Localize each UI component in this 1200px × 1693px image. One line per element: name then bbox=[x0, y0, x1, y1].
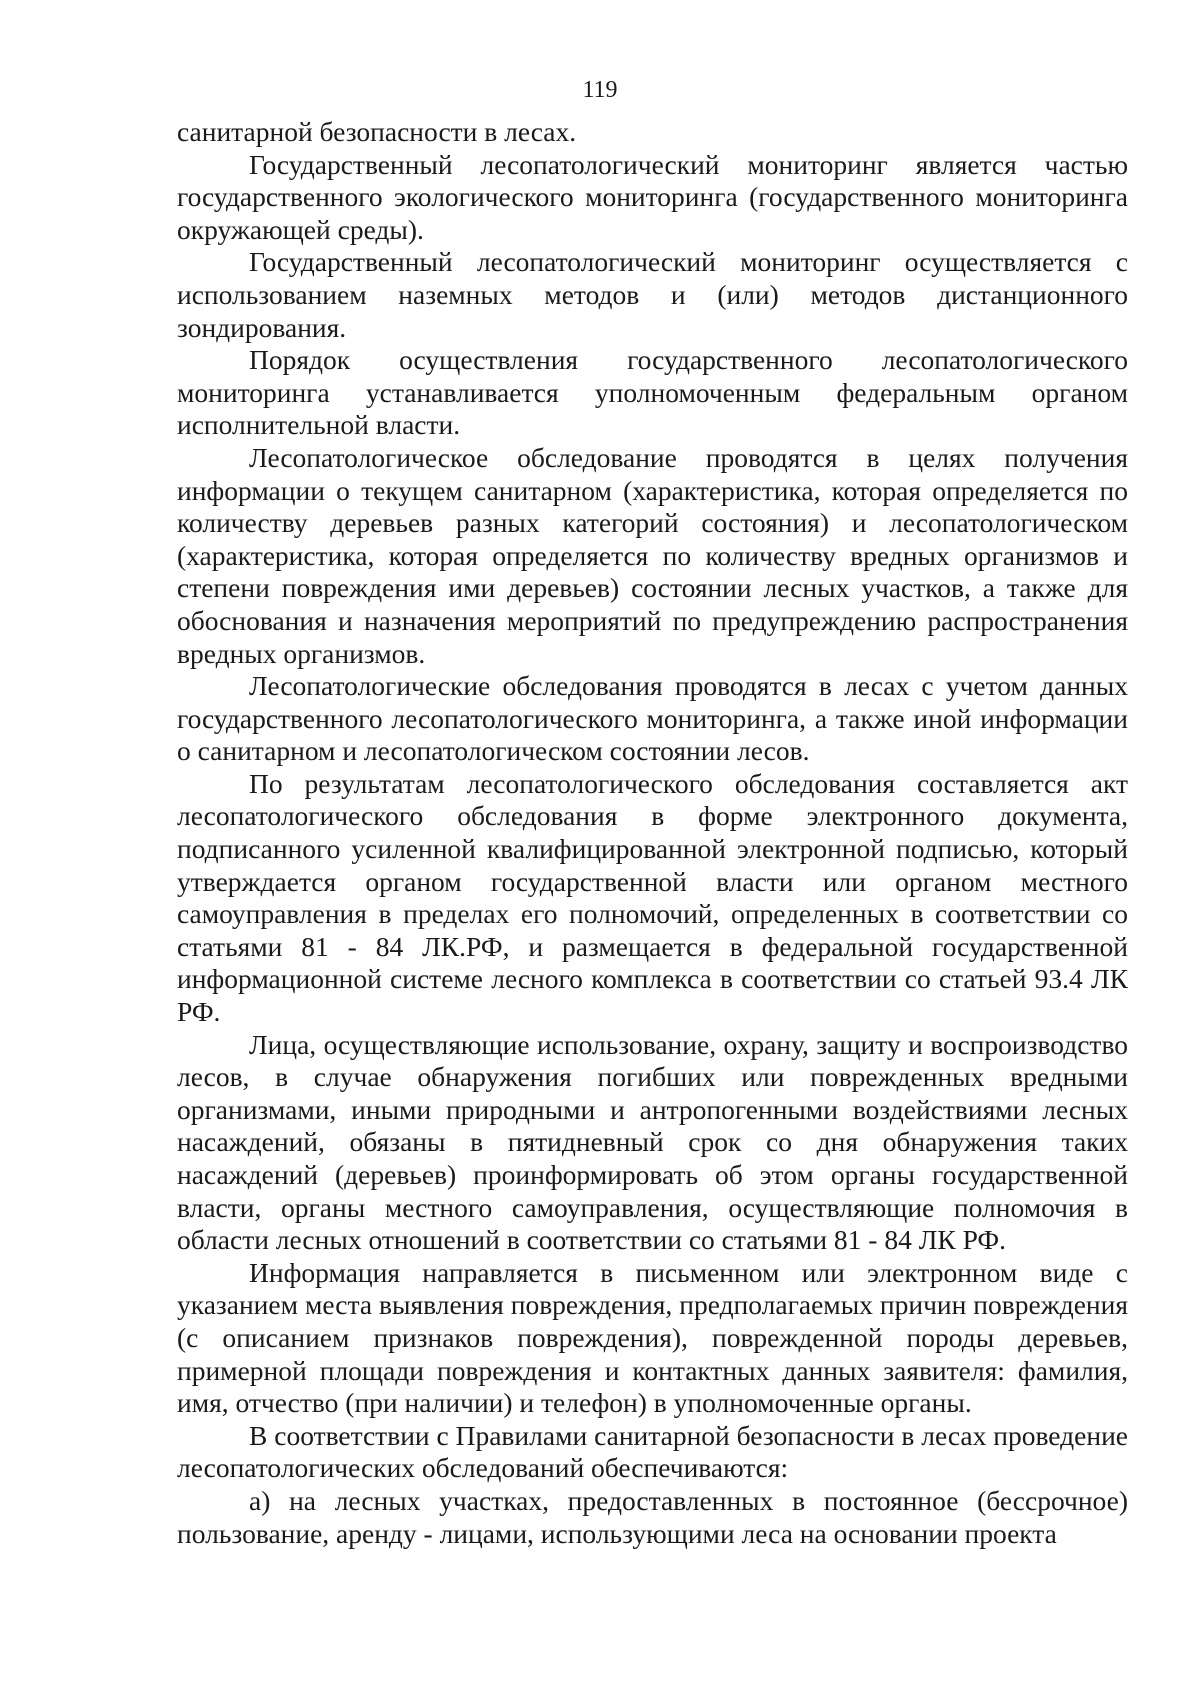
paragraph-monitoring-procedure: Порядок осуществления государственного лесопатологического мониторинга устанавливается уполномоченным федеральным органом исполнительной власти. bbox=[177, 344, 1128, 441]
paragraph-monitoring-part: Государственный лесопатологический мониторинг является частью государственного экологического мониторинга (государственного мониторинга окружающей среды). bbox=[177, 148, 1128, 245]
paragraph-survey-act: По результатам лесопатологического обследования составляется акт лесопатологического обследования в форме электронного документа, подписанного усиленной квалифицированной электронной подписью, который утверждается органом государственной власти или органом местного самоуправления в пределах его полномочий, определенных в соответствии со статьями 81 - 84 ЛК.РФ, и размещается в федеральной государственной информационной системе лесного комплекса в соответствии со статьей 93.4 ЛК РФ. bbox=[177, 767, 1128, 1028]
document-body bbox=[177, 116, 1128, 1550]
paragraph-monitoring-methods: Государственный лесопатологический мониторинг осуществляется с использованием наземных методов и (или) методов дистанционного зондирования. bbox=[177, 246, 1128, 343]
paragraph-sanitary-rules: В соответствии с Правилами санитарной безопасности в лесах проведение лесопатологических обследований обеспечиваются: bbox=[177, 1419, 1128, 1484]
paragraph-damage-reporting: Лица, осуществляющие использование, охрану, защиту и воспроизводство лесов, в случае обнаружения погибших или поврежденных вредными организмами, иными природными и антропогенными воздействиями лесных насаждений, обязаны в пятидневный срок со дня обнаружения таких насаждений (деревьев) проинформировать об этом органы государственной власти, органы местного самоуправления, осуществляющие полномочия в области лесных отношений в соответствии со статьями 81 - 84 ЛК РФ. bbox=[177, 1028, 1128, 1256]
page-number: 119 bbox=[582, 77, 618, 103]
paragraph-list-item-a: а) на лесных участках, предоставленных в постоянное (бессрочное) пользование, аренду - лицами, использующими леса на основании проекта bbox=[177, 1484, 1128, 1549]
paragraph-survey-purpose: Лесопатологическое обследование проводятся в целях получения информации о текущем санитарном (характеристика, которая определяется по количеству деревьев разных категорий состояния) и лесопатологическом (характеристика, которая определяется по количеству вредных организмов и степени повреждения ими деревьев) состоянии лесных участков, а также для обоснования и назначения мероприятий по предупреждению распространения вредных организмов. bbox=[177, 441, 1128, 669]
paragraph-continuation: санитарной безопасности в лесах. bbox=[177, 116, 577, 147]
paragraph-information-content: Информация направляется в письменном или электронном виде с указанием места выявления повреждения, предполагаемых причин повреждения (с описанием признаков повреждения), поврежденной породы деревьев, примерной площади повреждения и контактных данных заявителя: фамилия, имя, отчество (при наличии) и телефон) в уполномоченные органы. bbox=[177, 1256, 1128, 1419]
paragraph-survey-data: Лесопатологические обследования проводятся в лесах с учетом данных государственного лесопатологического мониторинга, а также иной информации о санитарном и лесопатологическом состоянии лесов. bbox=[177, 670, 1128, 767]
